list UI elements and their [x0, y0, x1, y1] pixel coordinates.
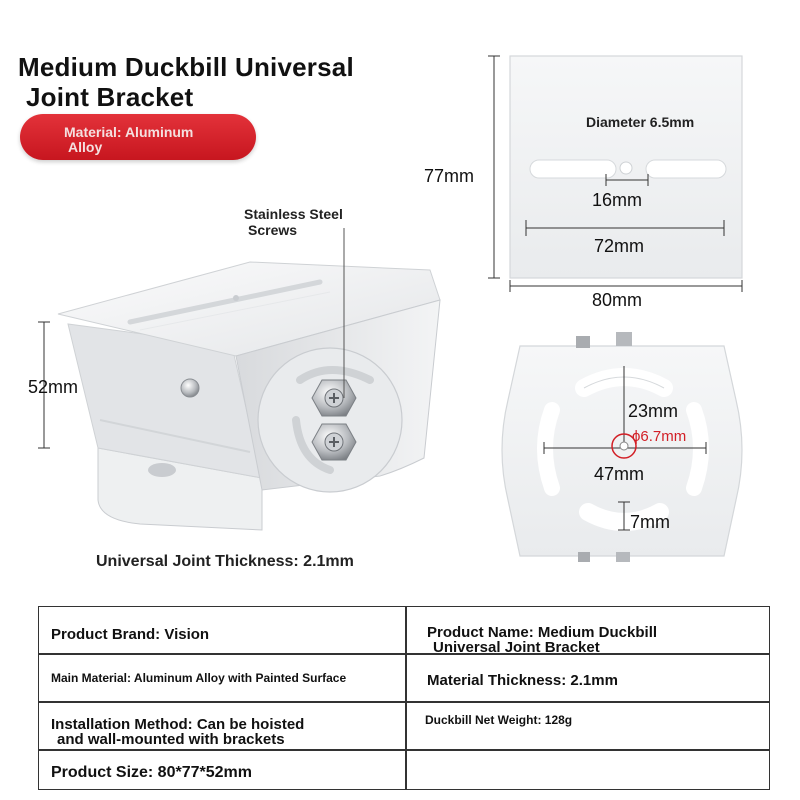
spec-installation	[51, 717, 304, 747]
slot-span-label: 72mm	[594, 236, 645, 256]
spec-table-row-divider	[39, 749, 769, 751]
spec-size: Product Size: 80*77*52mm	[51, 764, 252, 781]
spec-table	[38, 606, 770, 790]
title-line-1: Medium Duckbill Universal	[18, 52, 354, 82]
spec-table-row-divider	[39, 701, 769, 703]
side-height-label: 77mm	[424, 166, 475, 186]
material-badge-line-2: Alloy	[68, 139, 103, 155]
screws-label-line-1: Stainless Steel	[244, 206, 343, 222]
material-badge-line-1: Material: Aluminum	[64, 124, 194, 140]
height-label: 52mm	[28, 377, 79, 397]
spec-product-name-line-2: Universal Joint Bracket	[433, 639, 600, 656]
slot-gap-label: 16mm	[592, 190, 643, 210]
title-line-2: Joint Bracket	[26, 82, 194, 112]
bracket-disc-view	[502, 332, 742, 562]
spec-product-name	[427, 625, 657, 655]
side-height-dimension-line	[488, 56, 500, 278]
center-hole-label: ϕ6.7mm	[632, 428, 687, 445]
radius-label: 23mm	[628, 401, 679, 421]
plate-span-label: 47mm	[594, 464, 645, 484]
spec-net-weight: Duckbill Net Weight: 128g	[425, 713, 573, 727]
bottom-gap-label: 7mm	[630, 512, 670, 532]
screws-label-line-2: Screws	[248, 222, 298, 238]
spec-brand: Product Brand: Vision	[51, 626, 210, 643]
spec-material-thickness: Material Thickness: 2.1mm	[427, 672, 618, 689]
spec-table-column-divider	[405, 607, 407, 789]
spec-table-row-divider	[39, 653, 769, 655]
spec-product-name-line-1: Product Name: Medium Duckbill	[427, 624, 658, 641]
width-label: 80mm	[592, 290, 643, 310]
thickness-caption: Universal Joint Thickness: 2.1mm	[96, 553, 354, 570]
spec-main-material: Main Material: Aluminum Alloy with Painted Surface	[51, 671, 347, 685]
bracket-perspective-view	[58, 228, 440, 530]
hole-diameter-label: Diameter 6.5mm	[586, 114, 695, 130]
spec-installation-line-2: and wall-mounted with brackets	[57, 731, 285, 748]
spec-installation-line-1: Installation Method: Can be hoisted	[51, 716, 305, 733]
screws-label	[244, 206, 343, 238]
